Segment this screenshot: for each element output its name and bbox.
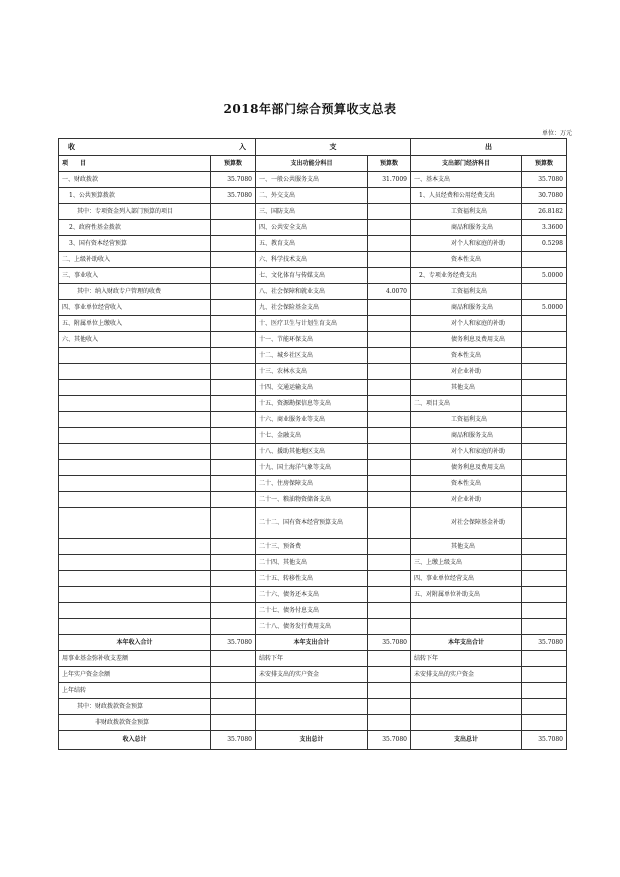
econ-cell: 一、基本支出 [411, 172, 522, 188]
budget3-cell [522, 332, 567, 348]
item-cell: 收入总计 [59, 731, 211, 750]
table-row [59, 508, 567, 539]
budget3-cell: 3.3600 [522, 220, 567, 236]
econ-cell: 二、项目支出 [411, 396, 522, 412]
table-row [59, 651, 567, 667]
econ-cell: 五、对附属单位补助支出 [411, 587, 522, 603]
item-cell [59, 412, 211, 428]
econ-cell: 其他支出 [411, 539, 522, 555]
budget-cell [211, 332, 256, 348]
budget2-cell [368, 220, 411, 236]
budget-cell [211, 364, 256, 380]
budget3-cell [522, 492, 567, 508]
budget3-cell [522, 364, 567, 380]
budget2-cell: 35.7080 [368, 731, 411, 750]
table-row [59, 252, 567, 268]
func-cell: 四、公共安全支出 [256, 220, 368, 236]
budget-cell: 35.7080 [211, 172, 256, 188]
col-item-header: 项 目 [59, 156, 211, 172]
budget-cell [211, 220, 256, 236]
budget2-cell [368, 667, 411, 683]
econ-cell: 对社会保障基金补助 [411, 508, 522, 539]
item-cell: 本年收入合计 [59, 635, 211, 651]
func-cell: 未安排支出的实户资金 [256, 667, 368, 683]
func-cell: 十八、援助其他地区支出 [256, 444, 368, 460]
econ-cell: 未安排支出的实户资金 [411, 667, 522, 683]
table-row [59, 348, 567, 364]
budget3-cell [522, 619, 567, 635]
col-econ-header: 支出部门经济科目 [411, 156, 522, 172]
econ-cell: 其他支出 [411, 380, 522, 396]
table-row [59, 635, 567, 651]
table-row [59, 603, 567, 619]
table-row [59, 539, 567, 555]
budget2-cell [368, 651, 411, 667]
budget2-cell [368, 699, 411, 715]
budget3-cell: 5.0000 [522, 300, 567, 316]
budget2-cell [368, 444, 411, 460]
func-cell: 十二、城乡社区支出 [256, 348, 368, 364]
budget3-cell: 30.7080 [522, 188, 567, 204]
col-func-header: 支出功能分科目 [256, 156, 368, 172]
table-row [59, 332, 567, 348]
budget3-cell [522, 412, 567, 428]
income-header: 收 入 [59, 139, 256, 156]
econ-cell: 对企业补助 [411, 492, 522, 508]
table-row [59, 571, 567, 587]
item-cell: 2、政府性基金拨款 [59, 220, 211, 236]
budget3-cell [522, 252, 567, 268]
budget-cell [211, 204, 256, 220]
page-title: 2018年部门综合预算收支总表 [223, 102, 397, 116]
budget3-cell: 5.0000 [522, 268, 567, 284]
item-cell [59, 380, 211, 396]
table-row [59, 460, 567, 476]
budget-cell [211, 236, 256, 252]
func-cell: 本年支出合计 [256, 635, 368, 651]
budget2-cell [368, 508, 411, 539]
table-row [59, 731, 567, 750]
table-header-columns [59, 156, 567, 172]
budget-cell [211, 316, 256, 332]
budget-cell [211, 619, 256, 635]
item-cell: 其中：专项资金列入部门预算的项目 [59, 204, 211, 220]
budget-cell [211, 699, 256, 715]
budget3-cell [522, 348, 567, 364]
item-cell: 3、国有资本经营预算 [59, 236, 211, 252]
budget-cell [211, 428, 256, 444]
budget2-cell [368, 188, 411, 204]
item-cell [59, 460, 211, 476]
item-cell: 五、附属单位上缴收入 [59, 316, 211, 332]
budget-cell [211, 300, 256, 316]
budget2-cell [368, 460, 411, 476]
budget-cell [211, 683, 256, 699]
budget-cell: 35.7080 [211, 635, 256, 651]
table-row [59, 683, 567, 699]
table-row [59, 476, 567, 492]
econ-cell: 支出总计 [411, 731, 522, 750]
budget-cell [211, 651, 256, 667]
item-cell [59, 396, 211, 412]
budget2-cell [368, 204, 411, 220]
budget3-cell [522, 396, 567, 412]
budget3-cell [522, 476, 567, 492]
budget2-cell [368, 332, 411, 348]
budget2-cell [368, 268, 411, 284]
budget-cell [211, 667, 256, 683]
table-row [59, 587, 567, 603]
item-cell: 上年实户资金余额 [59, 667, 211, 683]
table-row [59, 188, 567, 204]
budget3-cell [522, 651, 567, 667]
econ-cell: 资本性支出 [411, 348, 522, 364]
econ-cell [411, 715, 522, 731]
item-cell [59, 476, 211, 492]
func-cell: 二十六、债务还本支出 [256, 587, 368, 603]
table-row [59, 316, 567, 332]
budget-cell [211, 460, 256, 476]
table-row [59, 412, 567, 428]
budget-cell [211, 444, 256, 460]
budget3-cell [522, 603, 567, 619]
func-cell: 十六、商业服务业等支出 [256, 412, 368, 428]
func-cell: 二十三、预备费 [256, 539, 368, 555]
func-cell: 二十四、其他支出 [256, 555, 368, 571]
budget-cell [211, 252, 256, 268]
table-row [59, 396, 567, 412]
budget3-cell [522, 508, 567, 539]
item-cell [59, 571, 211, 587]
econ-cell: 资本性支出 [411, 252, 522, 268]
table-row [59, 236, 567, 252]
budget2-cell [368, 476, 411, 492]
budget-cell [211, 380, 256, 396]
budget2-cell [368, 300, 411, 316]
budget2-cell [368, 619, 411, 635]
func-cell: 十七、金融支出 [256, 428, 368, 444]
econ-cell: 商品和服务支出 [411, 428, 522, 444]
item-cell: 上年结转 [59, 683, 211, 699]
budget3-cell [522, 316, 567, 332]
budget-cell [211, 412, 256, 428]
func-cell: 二十五、转移性支出 [256, 571, 368, 587]
econ-cell: 债务利息及费用支出 [411, 460, 522, 476]
expense-header-left: 支 [256, 139, 411, 156]
budget3-cell [522, 428, 567, 444]
budget-cell [211, 603, 256, 619]
econ-cell [411, 603, 522, 619]
func-cell: 十、医疗卫生与计划生育支出 [256, 316, 368, 332]
budget2-cell [368, 412, 411, 428]
budget2-cell [368, 348, 411, 364]
budget2-cell [368, 587, 411, 603]
budget3-cell: 35.7080 [522, 172, 567, 188]
econ-cell: 四、事业单位经营支出 [411, 571, 522, 587]
budget2-cell [368, 252, 411, 268]
func-cell [256, 715, 368, 731]
item-cell: 三、事业收入 [59, 268, 211, 284]
budget2-cell [368, 316, 411, 332]
table-row [59, 555, 567, 571]
budget-cell [211, 348, 256, 364]
item-cell [59, 444, 211, 460]
econ-cell: 工资福利支出 [411, 204, 522, 220]
col-budget-header: 预算数 [211, 156, 256, 172]
func-cell: 九、社会保险基金支出 [256, 300, 368, 316]
item-cell [59, 619, 211, 635]
budget3-cell [522, 284, 567, 300]
table-row [59, 284, 567, 300]
budget-table [58, 138, 567, 750]
budget2-cell: 31.7009 [368, 172, 411, 188]
budget-cell: 35.7080 [211, 731, 256, 750]
item-cell [59, 428, 211, 444]
econ-cell: 工资福利支出 [411, 284, 522, 300]
table-row [59, 204, 567, 220]
budget3-cell [522, 683, 567, 699]
budget3-cell [522, 715, 567, 731]
econ-cell [411, 619, 522, 635]
budget-cell: 35.7080 [211, 188, 256, 204]
func-cell: 十五、资源勘探信息等支出 [256, 396, 368, 412]
budget2-cell [368, 364, 411, 380]
budget2-cell [368, 539, 411, 555]
item-cell: 六、其他收入 [59, 332, 211, 348]
func-cell: 八、社会保障和就业支出 [256, 284, 368, 300]
table-row [59, 268, 567, 284]
budget3-cell [522, 460, 567, 476]
item-cell: 用事业基金弥补收支差额 [59, 651, 211, 667]
econ-cell: 2、专项业务经费支出 [411, 268, 522, 284]
func-cell: 二十、住房保障支出 [256, 476, 368, 492]
budget2-cell [368, 380, 411, 396]
item-cell: 其中：纳入财政专户管理的收费 [59, 284, 211, 300]
item-cell: 1、公共预算拨款 [59, 188, 211, 204]
budget3-cell: 35.7080 [522, 635, 567, 651]
table-row [59, 699, 567, 715]
col-budget2-header: 预算数 [368, 156, 411, 172]
func-cell: 五、教育支出 [256, 236, 368, 252]
func-cell [256, 683, 368, 699]
econ-cell: 资本性支出 [411, 476, 522, 492]
item-cell [59, 603, 211, 619]
col-budget3-header: 预算数 [522, 156, 567, 172]
item-cell: 其中：财政拨款资金预算 [59, 699, 211, 715]
table-row [59, 492, 567, 508]
budget2-cell [368, 715, 411, 731]
budget3-cell [522, 555, 567, 571]
econ-cell: 对个人和家庭的补助 [411, 444, 522, 460]
budget-cell [211, 508, 256, 539]
item-cell [59, 492, 211, 508]
econ-cell [411, 683, 522, 699]
table-row [59, 380, 567, 396]
econ-cell: 商品和服务支出 [411, 220, 522, 236]
econ-cell: 三、上缴上级支出 [411, 555, 522, 571]
econ-cell: 工资福利支出 [411, 412, 522, 428]
budget3-cell [522, 571, 567, 587]
item-cell [59, 348, 211, 364]
func-cell: 二十八、债务发行费用支出 [256, 619, 368, 635]
table-row [59, 619, 567, 635]
econ-cell: 结转下年 [411, 651, 522, 667]
budget2-cell [368, 396, 411, 412]
budget3-cell: 26.8182 [522, 204, 567, 220]
budget3-cell: 0.5298 [522, 236, 567, 252]
table-row [59, 715, 567, 731]
budget-cell [211, 396, 256, 412]
budget2-cell [368, 236, 411, 252]
func-cell: 一、一般公共服务支出 [256, 172, 368, 188]
budget-cell [211, 476, 256, 492]
func-cell: 二、外交支出 [256, 188, 368, 204]
item-cell [59, 508, 211, 539]
budget2-cell [368, 603, 411, 619]
func-cell: 结转下年 [256, 651, 368, 667]
budget2-cell: 35.7080 [368, 635, 411, 651]
budget-cell [211, 492, 256, 508]
expense-header-right: 出 [411, 139, 567, 156]
item-cell [59, 555, 211, 571]
func-cell: 六、科学技术支出 [256, 252, 368, 268]
budget2-cell [368, 492, 411, 508]
func-cell: 十三、农林水支出 [256, 364, 368, 380]
item-cell: 非财政拨款资金预算 [59, 715, 211, 731]
item-cell [59, 539, 211, 555]
func-cell: 十一、节能环保支出 [256, 332, 368, 348]
item-cell [59, 364, 211, 380]
budget3-cell [522, 699, 567, 715]
econ-cell: 本年支出合计 [411, 635, 522, 651]
econ-cell: 债务利息及费用支出 [411, 332, 522, 348]
func-cell: 十九、国土海洋气象等支出 [256, 460, 368, 476]
budget3-cell [522, 667, 567, 683]
func-cell: 三、国防支出 [256, 204, 368, 220]
budget-cell [211, 571, 256, 587]
table-row [59, 428, 567, 444]
budget3-cell [522, 587, 567, 603]
econ-cell: 商品和服务支出 [411, 300, 522, 316]
budget2-cell [368, 571, 411, 587]
budget2-cell [368, 555, 411, 571]
econ-cell: 对个人和家庭的补助 [411, 316, 522, 332]
table-row [59, 220, 567, 236]
func-cell [256, 699, 368, 715]
func-cell: 二十七、债务付息支出 [256, 603, 368, 619]
econ-cell: 对个人和家庭的补助 [411, 236, 522, 252]
budget2-cell [368, 428, 411, 444]
item-cell: 一、财政拨款 [59, 172, 211, 188]
econ-cell [411, 699, 522, 715]
table-header-top [59, 139, 567, 156]
budget3-cell [522, 539, 567, 555]
econ-cell: 对企业补助 [411, 364, 522, 380]
table-row [59, 444, 567, 460]
budget3-cell [522, 444, 567, 460]
budget-cell [211, 284, 256, 300]
econ-cell: 1、人员经费和公用经费支出 [411, 188, 522, 204]
table-row [59, 172, 567, 188]
func-cell: 十四、交通运输支出 [256, 380, 368, 396]
unit-label: 单位：万元 [541, 130, 572, 137]
budget-cell [211, 539, 256, 555]
budget2-cell [368, 683, 411, 699]
func-cell: 七、文化体育与传媒支出 [256, 268, 368, 284]
budget3-cell [522, 380, 567, 396]
budget-cell [211, 268, 256, 284]
budget2-cell: 4.0070 [368, 284, 411, 300]
func-cell: 二十二、国有资本经营预算支出 [256, 508, 368, 539]
item-cell [59, 587, 211, 603]
budget-cell [211, 715, 256, 731]
table-row [59, 667, 567, 683]
budget3-cell: 35.7080 [522, 731, 567, 750]
func-cell: 二十一、粮油物资储备支出 [256, 492, 368, 508]
func-cell: 支出总计 [256, 731, 368, 750]
budget-cell [211, 587, 256, 603]
table-row [59, 364, 567, 380]
budget-cell [211, 555, 256, 571]
item-cell: 二、上级补助收入 [59, 252, 211, 268]
table-row [59, 300, 567, 316]
item-cell: 四、事业单位经营收入 [59, 300, 211, 316]
